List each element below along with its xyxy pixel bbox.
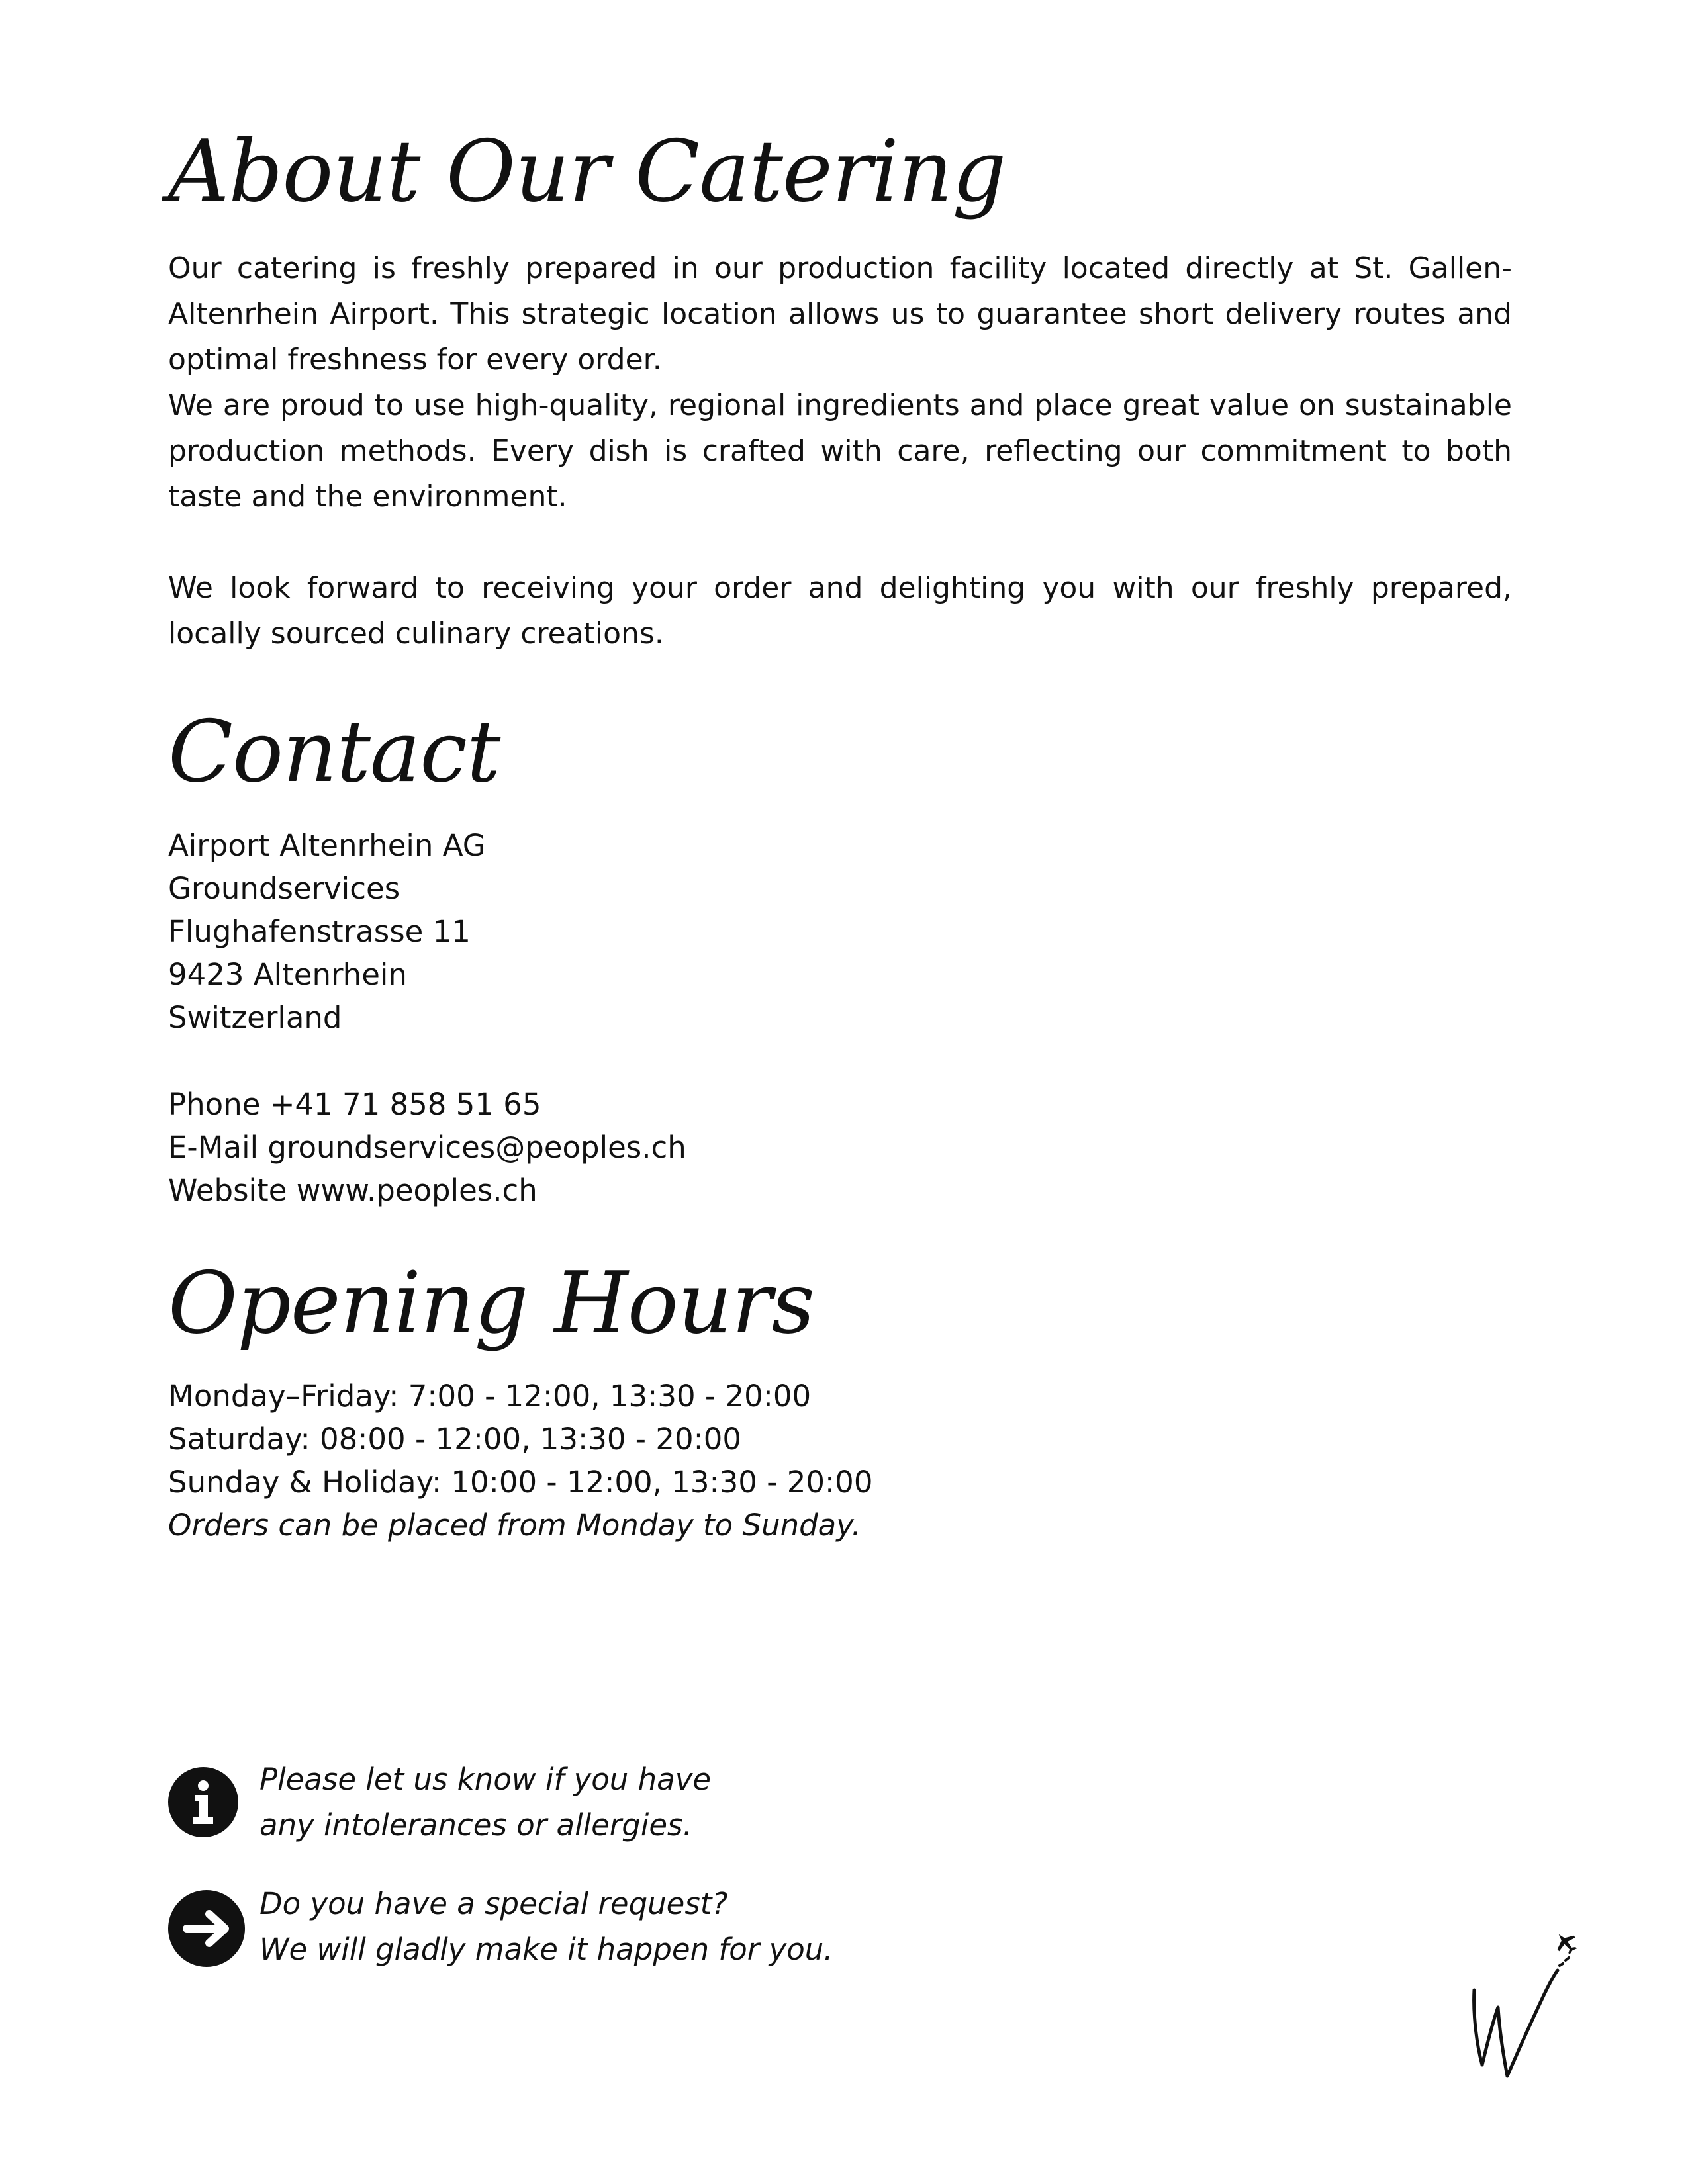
address-line-street: Flughafenstrasse 11 — [168, 914, 471, 949]
opening-hours-list — [168, 1375, 872, 1547]
hours-order-note: Orders can be placed from Monday to Sunday. — [168, 1508, 861, 1543]
about-paragraph-3: We look forward to receiving your order and delighting you with our freshly prepared, locally sourced culinary creations. — [168, 571, 1512, 651]
about-paragraph-2: We are proud to use high-quality, regional ingredients and place great value on sustainable production methods. Every dish is crafted with care, reflecting our commitment to both taste and the environment. — [168, 388, 1512, 514]
address-line-department: Groundservices — [168, 871, 400, 906]
special-request-line-1: Do you have a special request? — [259, 1886, 728, 1921]
contact-details — [168, 1083, 686, 1212]
special-request-text — [259, 1881, 833, 1972]
allergy-note-line-1: Please let us know if you have — [259, 1762, 712, 1797]
contact-website: Website www.peoples.ch — [168, 1173, 538, 1208]
hours-sunday: Sunday & Holiday: 10:00 - 12:00, 13:30 - 20:00 — [168, 1465, 873, 1500]
allergy-note-text — [259, 1756, 711, 1848]
contact-email: E-Mail groundservices@peoples.ch — [168, 1130, 686, 1165]
opening-hours-title: Opening Hours — [168, 1254, 815, 1353]
contact-title: Contact — [168, 703, 500, 801]
address-line-city: 9423 Altenrhein — [168, 957, 407, 992]
contact-phone: Phone +41 71 858 51 65 — [168, 1087, 541, 1122]
allergy-note — [168, 1756, 1095, 1849]
special-request-line-2: We will gladly make it happen for you. — [259, 1932, 833, 1967]
hours-saturday: Saturday: 08:00 - 12:00, 13:30 - 20:00 — [168, 1422, 742, 1457]
about-paragraph-1: Our catering is freshly prepared in our production facility located directly at St. Gallen-Altenrhein Airport. This strategic location allows us to guarantee short delivery routes and optimal freshness for every order. — [168, 251, 1512, 377]
special-request-note — [168, 1881, 1095, 1974]
address-line-country: Switzerland — [168, 1000, 342, 1035]
w-airplane-logo — [1466, 1929, 1579, 2081]
about-title: About Our Catering — [168, 122, 1006, 221]
contact-address — [168, 824, 486, 1039]
allergy-note-line-2: any intolerances or allergies. — [259, 1807, 692, 1843]
info-icon — [168, 1767, 238, 1837]
hours-weekday: Monday–Friday: 7:00 - 12:00, 13:30 - 20:00 — [168, 1379, 812, 1414]
address-line-company: Airport Altenrhein AG — [168, 828, 486, 863]
arrow-right-icon — [168, 1890, 245, 1967]
